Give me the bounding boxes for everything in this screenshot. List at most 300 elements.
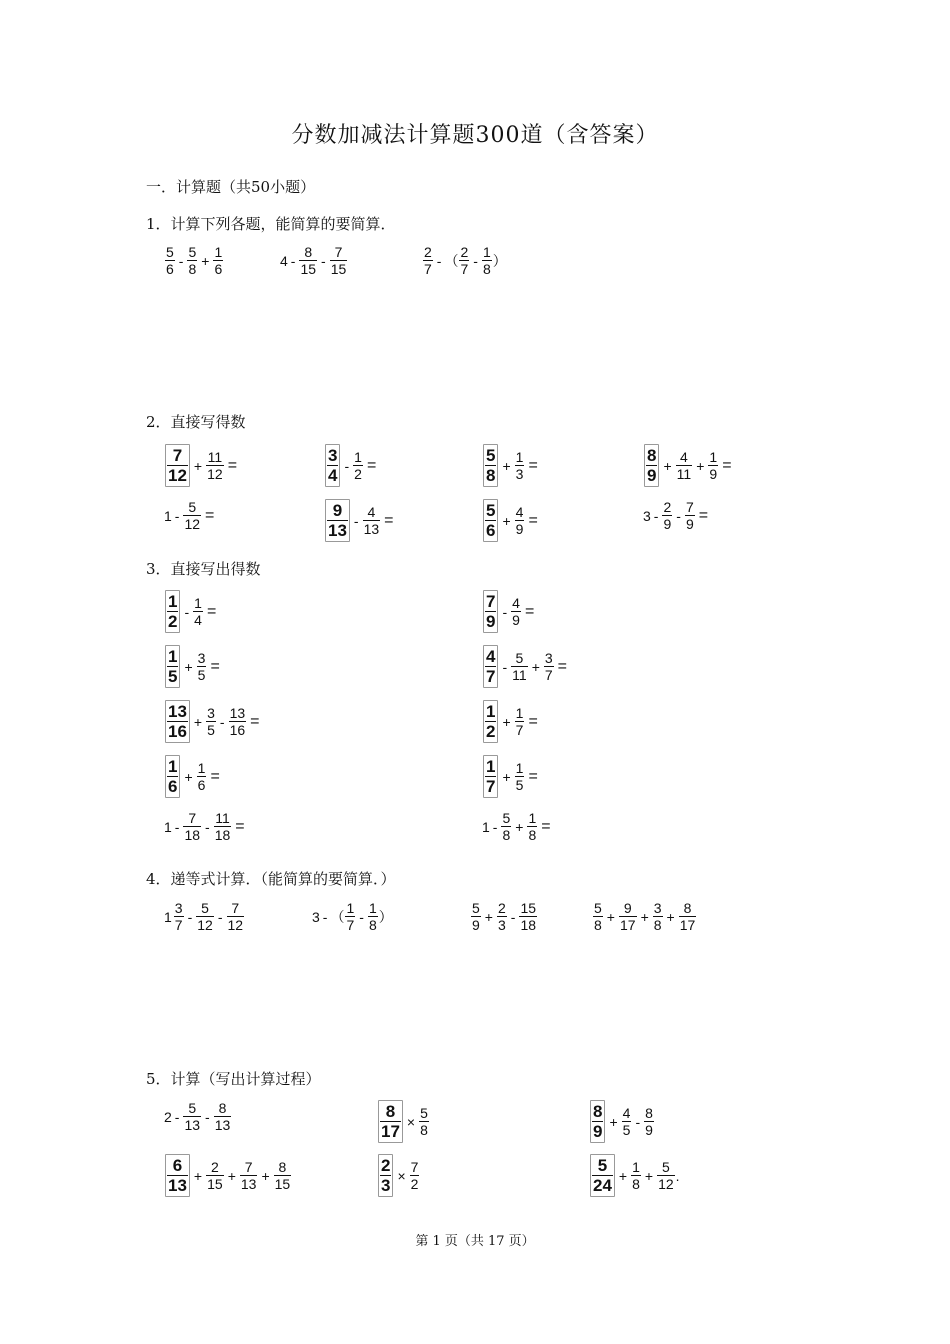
denominator: 16 [229,722,246,738]
whole-number: 1 [164,908,172,925]
operator: - [219,713,225,730]
numerator: 9 [332,501,343,520]
numerator: 7 [231,900,240,916]
fraction [644,1105,654,1138]
equals-sign: = [206,602,217,620]
term: 1 [164,507,172,524]
fraction [419,1105,429,1138]
fraction [229,705,247,738]
q3-expression [164,645,220,688]
denominator: 5 [197,667,206,683]
fraction [206,705,216,738]
fraction [519,900,537,933]
operator: + [502,768,511,785]
operator: + [515,818,524,835]
term: 2 [164,1108,172,1125]
numerator: 5 [502,810,511,826]
operator: - [502,603,508,620]
fraction [483,755,498,798]
numerator: 11 [207,449,223,465]
numerator: 1 [486,757,496,776]
fraction [183,810,201,843]
denominator: 5 [168,667,178,686]
denominator: 9 [472,917,480,933]
equals-sign: = [205,506,215,524]
numerator: 6 [172,1156,183,1175]
denominator: 4 [328,466,338,485]
question-5-label: 5．计算（写出计算过程） [146,1070,321,1088]
operator: - [174,507,180,524]
denominator: 7 [460,261,469,277]
numerator: 1 [482,244,491,260]
fraction [363,504,381,537]
q1-expression [280,244,348,277]
denominator: 8 [653,917,662,933]
fraction [590,1154,615,1197]
denominator: 9 [512,612,520,628]
numerator: 2 [211,1159,219,1175]
fraction [501,810,511,843]
operator: + [184,658,193,675]
numerator: 5 [188,1100,197,1116]
operator: + [193,457,203,474]
numerator: 5 [486,501,496,520]
fraction [196,900,214,933]
denominator: 8 [528,827,537,843]
operator: + [531,658,540,675]
q4-expression [592,900,697,933]
operator: + [640,908,649,925]
equals-sign: = [235,817,245,835]
operator: + [618,1167,628,1184]
denominator: 6 [168,777,178,796]
operator: + [193,713,203,730]
numerator: 9 [623,900,632,916]
operator: + [644,1167,654,1184]
numerator: 1 [214,244,223,260]
q5-expression [164,1154,292,1197]
q1-expression [422,244,507,277]
numerator: 1 [168,592,178,611]
fraction [368,900,378,933]
fraction [708,449,718,482]
operator: - [502,658,508,675]
q2-expression [643,444,732,487]
fraction [423,244,433,277]
operator: - [359,908,364,925]
operator: + [227,1167,236,1184]
operator: + [502,457,511,474]
operator: - [322,908,328,925]
denominator: 15 [300,261,317,277]
equals-sign: = [528,511,538,529]
q3-expression [482,755,538,798]
fraction [299,244,317,277]
equals-sign: = [541,817,551,835]
operator: + [666,908,675,925]
term: （ [444,252,459,269]
operator: + [201,252,210,269]
numerator: 15 [520,900,537,916]
denominator: 8 [482,261,491,277]
operator: - [178,252,184,269]
operator: + [606,908,615,925]
operator: - [205,1108,210,1125]
fraction [165,1154,190,1197]
fraction [483,444,498,487]
fraction [515,760,525,793]
numerator: 5 [661,1159,670,1175]
numerator: 1 [168,757,178,776]
numerator: 1 [194,595,202,611]
denominator: 12 [658,1176,674,1192]
numerator: 7 [486,592,496,611]
q3-expression [482,810,551,843]
numerator: 1 [515,760,524,776]
fraction [197,760,207,793]
numerator: 4 [680,449,688,465]
q5-expression [589,1154,680,1197]
fraction [325,499,350,542]
numerator: 11 [215,810,230,826]
operator: - [174,818,180,835]
denominator: 3 [381,1176,391,1195]
q5-expression [589,1100,655,1143]
numerator: 1 [346,900,355,916]
numerator: 3 [544,650,553,666]
operator: - [436,252,442,269]
denominator: 15 [274,1176,291,1192]
fraction [183,499,201,532]
denominator: 9 [709,466,718,482]
numerator: 1 [528,810,537,826]
fraction [653,900,663,933]
operator: - [184,603,190,620]
fraction [165,590,180,633]
operator: - [321,252,326,269]
numerator: 7 [334,244,343,260]
fraction [483,700,498,743]
numerator: 5 [201,900,209,916]
term: 3 [643,507,651,524]
fraction [459,244,469,277]
operator: - [217,908,223,925]
fraction [644,444,659,487]
operator: + [193,1167,203,1184]
denominator: 11 [512,667,527,683]
numerator: 8 [385,1102,396,1121]
denominator: 9 [515,521,524,537]
numerator: 8 [647,446,657,465]
numerator: 1 [197,760,206,776]
numerator: 8 [278,1159,287,1175]
denominator: 12 [227,917,244,933]
operator: + [663,457,672,474]
fraction [679,900,697,933]
denominator: 17 [381,1122,400,1141]
denominator: 7 [486,667,496,686]
operator: + [696,457,705,474]
denominator: 13 [240,1176,257,1192]
numerator: 5 [597,1156,608,1175]
numerator: 5 [188,244,197,260]
fraction [631,1159,641,1192]
numerator: 4 [515,504,524,520]
fraction [622,1105,632,1138]
denominator: 13 [363,521,380,537]
fraction [515,504,525,537]
denominator: 8 [502,827,511,843]
numerator: 8 [304,244,313,260]
denominator: 5 [622,1122,631,1138]
denominator: 6 [486,521,496,540]
q2-expression [324,499,394,542]
numerator: 8 [683,900,692,916]
denominator: 7 [424,261,432,277]
denominator: 5 [515,777,524,793]
fraction [657,1159,675,1192]
numerator: 2 [663,499,672,515]
fraction [685,499,695,532]
fraction [619,900,637,933]
denominator: 2 [486,722,496,741]
operator: × [397,1167,406,1184]
denominator: 12 [184,516,201,532]
fraction [471,900,481,933]
term: ） [378,908,393,925]
numerator: 2 [497,900,506,916]
numerator: 2 [424,244,432,260]
operator: - [174,1108,180,1125]
fraction [527,810,537,843]
numerator: 7 [244,1159,253,1175]
denominator: 8 [420,1122,428,1138]
operator: - [653,507,659,524]
q3-expression [164,590,216,633]
numerator: 2 [381,1156,391,1175]
numerator: 1 [486,702,496,721]
numerator: 5 [515,650,524,666]
denominator: 3 [497,917,506,933]
numerator: 8 [218,1100,227,1116]
numerator: 1 [368,900,377,916]
denominator: 24 [593,1176,612,1195]
fraction [483,645,498,688]
denominator: 4 [194,612,202,628]
q5-expression [377,1100,430,1143]
q1-expression [164,244,224,277]
operator: - [635,1113,641,1130]
numerator: 3 [207,705,215,721]
denominator: 7 [515,722,524,738]
q2-expression [482,444,538,487]
question-1-label: 1．计算下列各题，能简算的要简算． [146,215,396,233]
question-4-label: 4．递等式计算．（能简算的要简算．） [146,870,396,888]
q2-expression [324,444,376,487]
equals-sign: = [528,456,538,474]
numerator: 13 [229,705,246,721]
numerator: 8 [645,1105,653,1121]
fraction [206,1159,224,1192]
fraction [593,900,603,933]
q3-expression [164,700,260,743]
q5-expression [164,1100,232,1133]
operator: + [484,908,493,925]
equals-sign: = [557,657,568,675]
fraction [515,705,525,738]
denominator: 6 [166,261,174,277]
operator: + [502,512,511,529]
numerator: 4 [486,647,496,666]
fraction [240,1159,258,1192]
fraction [165,444,190,487]
fraction [511,650,528,683]
numerator: 3 [174,900,183,916]
numerator: 1 [515,705,524,721]
operator: - [492,818,498,835]
term: . [675,1167,680,1184]
term: 4 [280,252,288,269]
equals-sign: = [250,712,260,730]
fraction [165,700,190,743]
fraction [410,1159,420,1192]
q3-expression [482,645,567,688]
numerator: 4 [622,1105,631,1121]
equals-sign: = [528,767,538,785]
page-footer: 第 1 页（共 17 页） [415,1234,535,1249]
fraction [345,900,355,933]
numerator: 3 [328,446,338,465]
denominator: 15 [207,1176,223,1192]
fraction [214,1100,232,1133]
numerator: 5 [166,244,174,260]
equals-sign: = [227,456,238,474]
q3-expression [164,755,220,798]
fraction [497,900,507,933]
numerator: 1 [168,647,178,666]
operator: + [184,768,193,785]
denominator: 9 [486,612,496,631]
term: 1 [482,818,490,835]
equals-sign: = [366,456,377,474]
denominator: 16 [168,722,187,741]
q3-expression [164,810,245,843]
numerator: 1 [632,1159,640,1175]
denominator: 13 [184,1117,201,1133]
q4-expression [164,900,245,933]
denominator: 9 [685,516,694,532]
q2-expression [482,499,538,542]
equals-sign: = [698,506,709,524]
denominator: 8 [188,261,197,277]
numerator: 7 [188,810,197,826]
equals-sign: = [524,602,535,620]
fraction [206,449,224,482]
fraction [378,1154,393,1197]
page-title: 分数加减法计算题300道（含答案） [291,123,659,148]
denominator: 3 [515,466,524,482]
operator: - [510,908,516,925]
numerator: 2 [460,244,469,260]
q3-expression [482,700,538,743]
fraction [227,900,245,933]
fraction [483,590,498,633]
denominator: 9 [593,1122,603,1141]
denominator: 7 [486,777,496,796]
denominator: 6 [214,261,223,277]
q5-expression [377,1154,420,1197]
fraction [325,444,340,487]
denominator: 9 [647,466,657,485]
numerator: 1 [354,449,362,465]
numerator: 7 [685,499,694,515]
operator: + [609,1113,618,1130]
denominator: 18 [184,827,201,843]
term: 1 [164,818,172,835]
fraction [330,244,348,277]
operator: - [187,908,193,925]
equals-sign: = [210,657,220,675]
fraction [662,499,672,532]
operator: - [344,457,350,474]
denominator: 17 [619,917,636,933]
denominator: 17 [679,917,696,933]
fraction [482,244,492,277]
fraction [197,650,207,683]
fraction [353,449,363,482]
numerator: 5 [188,499,197,515]
numerator: 13 [168,702,187,721]
denominator: 7 [544,667,553,683]
fraction [187,244,197,277]
numerator: 3 [197,650,206,666]
numerator: 5 [420,1105,428,1121]
denominator: 2 [168,612,178,631]
fraction [165,244,175,277]
numerator: 1 [515,449,524,465]
fraction [511,595,521,628]
fraction [544,650,554,683]
numerator: 5 [472,900,480,916]
fraction [515,449,525,482]
denominator: 6 [197,777,206,793]
numerator: 4 [367,504,376,520]
operator: - [353,512,359,529]
equals-sign: = [528,712,538,730]
equals-sign: = [210,767,220,785]
denominator: 12 [197,917,213,933]
denominator: 8 [486,466,496,485]
numerator: 8 [593,1102,603,1121]
denominator: 13 [168,1176,187,1195]
q2-expression [164,444,237,487]
numerator: 1 [709,449,718,465]
term: 3 [312,908,320,925]
q4-expression [312,900,393,933]
denominator: 12 [168,466,187,485]
denominator: 15 [330,261,347,277]
operator: - [676,507,681,524]
denominator: 5 [207,722,215,738]
denominator: 8 [632,1176,640,1192]
denominator: 12 [207,466,223,482]
equals-sign: = [722,456,732,474]
numerator: 5 [486,446,496,465]
question-2-label: 2．直接写得数 [146,413,246,431]
denominator: 11 [676,466,692,482]
operator: - [473,252,478,269]
fraction [676,449,693,482]
